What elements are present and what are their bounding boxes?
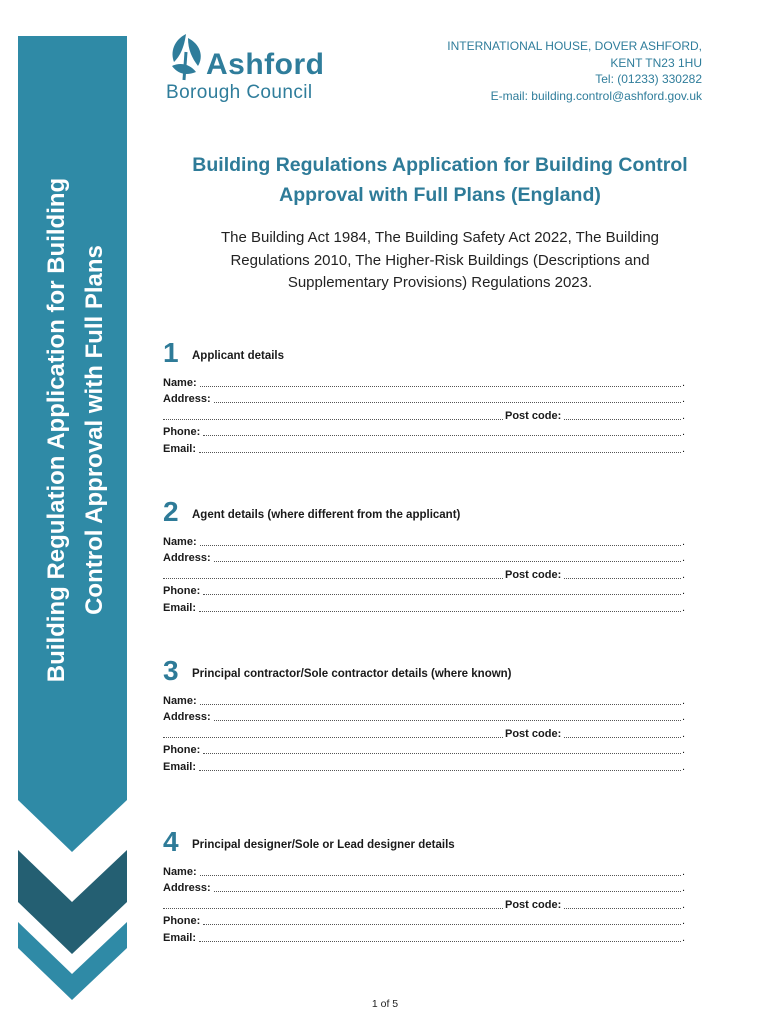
address-input-line[interactable] [214, 881, 681, 892]
council-logo [166, 32, 336, 107]
section-applicant [163, 338, 685, 455]
email-label: Email: [163, 442, 197, 455]
name-input-line[interactable] [200, 535, 681, 546]
phone-field[interactable]: Phone: . [163, 585, 685, 597]
banner-title [38, 170, 114, 690]
name-field[interactable]: Name: . [163, 535, 685, 548]
email-label: Email: [163, 931, 197, 944]
phone-field[interactable]: Phone: . [163, 426, 685, 438]
section-title: Agent details (where different from the applicant) [192, 509, 461, 521]
postcode-label: Post code: [505, 898, 562, 911]
document-title-line-1: Building Regulations Application for Building Control [192, 154, 688, 176]
name-field[interactable]: Name: . [163, 694, 685, 707]
address-postcode-row[interactable]: Post code: . [163, 894, 685, 911]
section-principal-contractor [163, 656, 685, 773]
address-line-2: KENT TN23 1HU [610, 55, 702, 70]
postcode-label: Post code: [505, 568, 562, 581]
email-field[interactable]: Email: . [163, 442, 685, 455]
section-title: Principal contractor/Sole contractor details (where known) [192, 668, 512, 680]
phone-input-line[interactable] [203, 914, 681, 925]
address-input-line[interactable] [214, 710, 681, 721]
phone-field[interactable]: Phone: . [163, 915, 685, 927]
address-input-line[interactable] [214, 392, 681, 403]
phone-field[interactable]: Phone: . [163, 744, 685, 756]
phone-label: Phone: [163, 744, 201, 756]
address-input-line-2[interactable] [163, 568, 503, 579]
postcode-input-line[interactable] [564, 568, 681, 579]
section-principal-designer [163, 827, 685, 944]
section-number: 1 [163, 337, 179, 368]
address-phone: Tel: (01233) 330282 [595, 72, 702, 86]
logo-name: Ashford [206, 48, 325, 81]
page-number: 1 of 5 [371, 998, 399, 1010]
address-email: E-mail: building.control@ashford.gov.uk [490, 88, 702, 103]
phone-label: Phone: [163, 426, 201, 438]
section-number: 3 [163, 655, 179, 686]
banner-title-line-2: Control Approval with Full Plans [81, 245, 108, 615]
name-label: Name: [163, 376, 197, 389]
name-input-line[interactable] [200, 694, 681, 705]
address-postcode-row[interactable]: Post code: . [163, 564, 685, 581]
address-input-line-2[interactable] [163, 409, 503, 420]
name-label: Name: [163, 865, 197, 878]
logo-subtitle: Borough Council [166, 82, 313, 103]
postcode-input-line[interactable] [564, 727, 681, 738]
postcode-label: Post code: [505, 409, 562, 422]
email-input-line[interactable] [199, 760, 681, 771]
address-postcode-row[interactable]: Post code: . [163, 405, 685, 422]
email-input-line[interactable] [199, 601, 681, 612]
name-input-line[interactable] [200, 376, 681, 387]
name-label: Name: [163, 694, 197, 707]
address-line-1: INTERNATIONAL HOUSE, DOVER ASHFORD, [447, 39, 702, 53]
document-subtitle-line-1: The Building Act 1984, The Building Safety Act 2022, The Building [220, 229, 660, 246]
document-subtitle [160, 227, 720, 295]
document-title-line-2: Approval with Full Plans (England) [279, 184, 601, 206]
address-label: Address: [163, 882, 211, 894]
address-postcode-row[interactable]: Post code: . [163, 723, 685, 740]
email-label: Email: [163, 760, 197, 773]
phone-input-line[interactable] [203, 584, 681, 595]
postcode-input-line[interactable] [564, 898, 681, 909]
address-field[interactable]: Address: . [163, 393, 685, 405]
contact-address [447, 38, 702, 104]
email-field[interactable]: Email: . [163, 601, 685, 614]
address-label: Address: [163, 393, 211, 405]
name-field[interactable]: Name: . [163, 376, 685, 389]
leaf-icon [166, 32, 208, 82]
section-number: 2 [163, 496, 179, 527]
section-title: Principal designer/Sole or Lead designer details [192, 839, 455, 851]
phone-label: Phone: [163, 585, 201, 597]
postcode-input-line[interactable] [564, 409, 681, 420]
document-title [160, 150, 720, 210]
address-field[interactable]: Address: . [163, 552, 685, 564]
email-input-line[interactable] [199, 442, 681, 453]
address-field[interactable]: Address: . [163, 882, 685, 894]
section-title: Applicant details [192, 350, 285, 362]
phone-label: Phone: [163, 915, 201, 927]
phone-input-line[interactable] [203, 425, 681, 436]
section-number: 4 [163, 826, 179, 857]
email-field[interactable]: Email: . [163, 760, 685, 773]
name-label: Name: [163, 535, 197, 548]
address-input-line[interactable] [214, 551, 681, 562]
email-field[interactable]: Email: . [163, 931, 685, 944]
email-input-line[interactable] [199, 931, 681, 942]
name-input-line[interactable] [200, 865, 681, 876]
phone-input-line[interactable] [203, 743, 681, 754]
section-agent [163, 497, 685, 614]
postcode-label: Post code: [505, 727, 562, 740]
side-banner [0, 0, 140, 1024]
email-label: Email: [163, 601, 197, 614]
address-label: Address: [163, 711, 211, 723]
address-label: Address: [163, 552, 211, 564]
address-input-line-2[interactable] [163, 898, 503, 909]
document-subtitle-line-3: Supplementary Provisions) Regulations 2023. [287, 274, 593, 291]
name-field[interactable]: Name: . [163, 865, 685, 878]
document-subtitle-line-2: Regulations 2010, The Higher-Risk Buildings (Descriptions and [230, 251, 650, 269]
address-field[interactable]: Address: . [163, 711, 685, 723]
address-input-line-2[interactable] [163, 727, 503, 738]
banner-title-line-1: Building Regulation Application for Building [43, 177, 70, 683]
